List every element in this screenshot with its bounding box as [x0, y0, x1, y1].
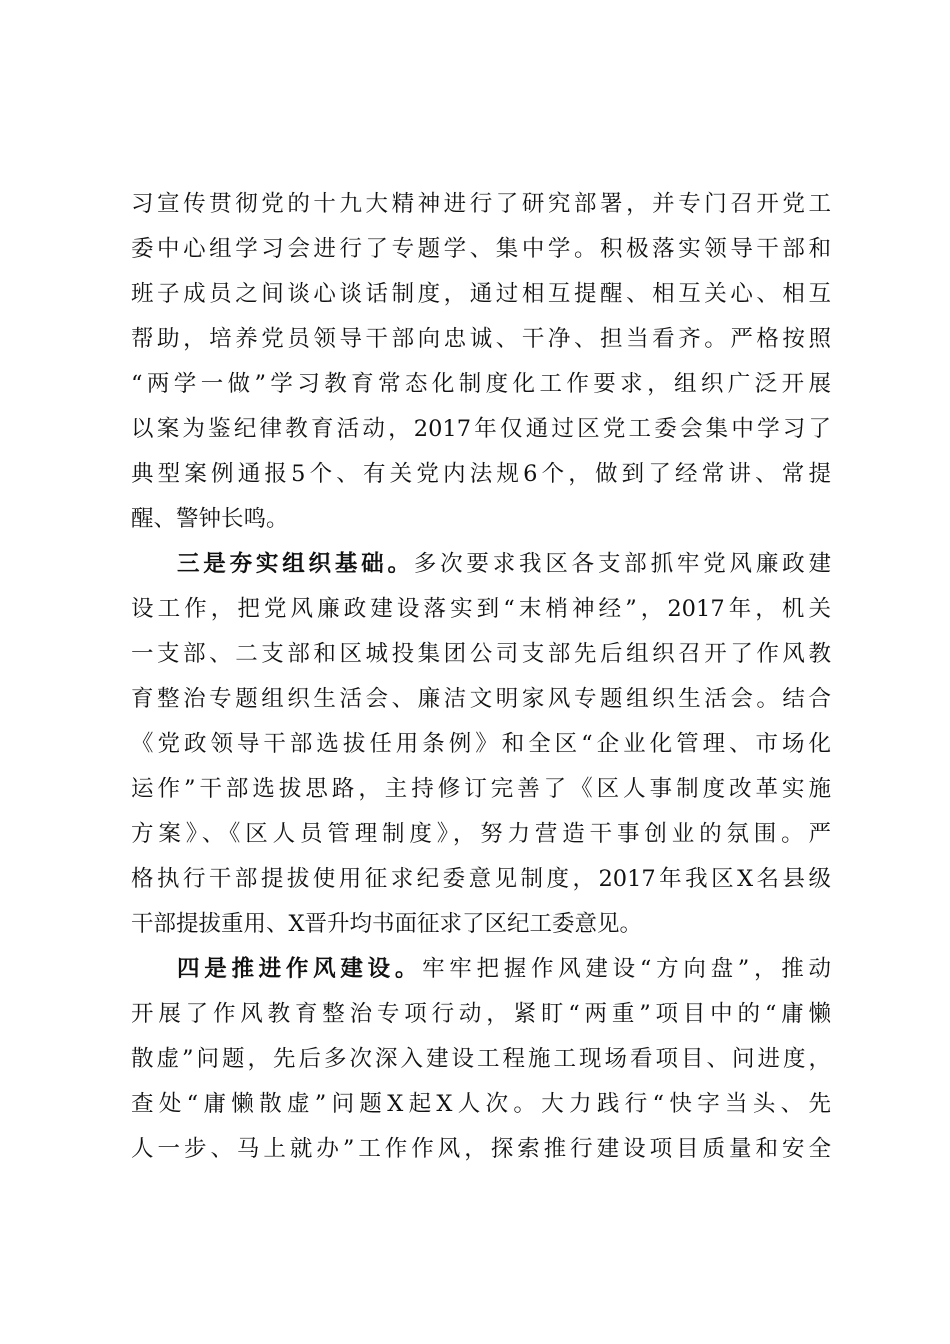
paragraph-2-line-7: 方案》、《区人员管理制度》，努力营造干事创业的氛围。严 [131, 821, 831, 847]
paragraph-1-line-1: 习宣传贯彻党的十九大精神进行了研究部署，并专门召开党工 [131, 191, 831, 217]
paragraph-3-first-line [177, 949, 831, 989]
paragraph-3-line-5: 人一步、马上就办”工作作风，探索推行建设项目质量和安全 [131, 1136, 831, 1162]
paragraph-2-line-8: 格执行干部提拔使用征求纪委意见制度，2017年我区X名县级 [131, 866, 831, 892]
paragraph-1-line-4: 帮助，培养党员领导干部向忠诚、干净、担当看齐。严格按照 [131, 326, 831, 352]
paragraph-1-line-6: 以案为鉴纪律教育活动，2017年仅通过区党工委会集中学习了 [131, 416, 831, 442]
paragraph-1-line-5: “两学一做”学习教育常态化制度化工作要求，组织广泛开展 [131, 371, 831, 397]
paragraph-2-first-line [177, 544, 831, 584]
paragraph-3-line-3: 散虚”问题，先后多次深入建设工程施工现场看项目、问进度， [131, 1046, 831, 1072]
paragraph-1-line-3: 班子成员之间谈心谈话制度，通过相互提醒、相互关心、相互 [131, 281, 831, 307]
paragraph-3-line-2: 开展了作风教育整治专项行动，紧盯“两重”项目中的“庸懒 [131, 1001, 831, 1027]
paragraph-3-first-line-text: 牢牢把握作风建设“方向盘”，推动 [422, 956, 831, 982]
paragraph-2-first-line-text: 多次要求我区各支部抓牢党风廉政建 [413, 551, 831, 577]
paragraph-1-line-2: 委中心组学习会进行了专题学、集中学。积极落实领导干部和 [131, 236, 831, 262]
paragraph-2-line-9: 干部提拔重用、X晋升均书面征求了区纪工委意见。 [131, 911, 643, 937]
paragraph-1-line-8: 醒、警钟长鸣。 [131, 506, 289, 532]
paragraph-2-heading: 三是夯实组织基础。 [177, 551, 414, 577]
paragraph-3-line-4: 查处“庸懒散虚”问题X起X人次。大力践行“快字当头、先 [131, 1091, 831, 1117]
paragraph-2-line-6: 运作”干部选拔思路，主持修订完善了《区人事制度改革实施 [131, 776, 831, 802]
paragraph-2-line-4: 育整治专题组织生活会、廉洁文明家风专题组织生活会。结合 [131, 686, 831, 712]
paragraph-1-line-7: 典型案例通报5个、有关党内法规6个，做到了经常讲、常提 [131, 461, 831, 487]
paragraph-3-heading: 四是推进作风建设。 [177, 956, 423, 982]
paragraph-2-line-2: 设工作，把党风廉政建设落实到“末梢神经”，2017年，机关 [131, 596, 831, 622]
paragraph-2-line-5: 《党政领导干部选拔任用条例》和全区“企业化管理、市场化 [131, 731, 831, 757]
paragraph-2-line-3: 一支部、二支部和区城投集团公司支部先后组织召开了作风教 [131, 641, 831, 667]
